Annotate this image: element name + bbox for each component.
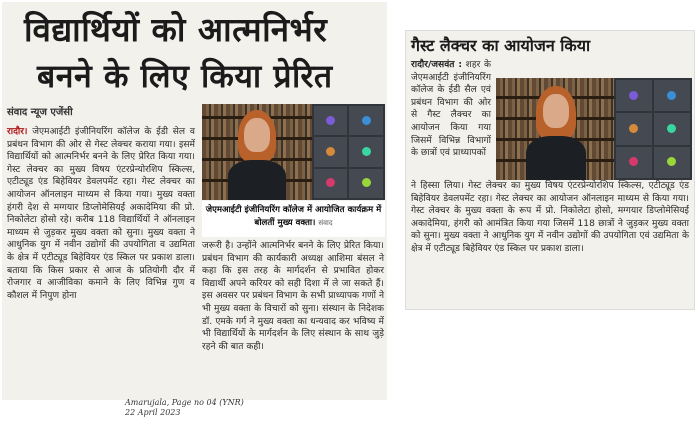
headline-line-1: विद्यार्थियों को आत्मनिर्भर	[24, 10, 328, 49]
video-call-participant-grid	[312, 104, 385, 200]
right-headline: गैस्ट लैक्चर का आयोजन किया	[411, 36, 591, 55]
lecture-screenshot-photo	[202, 104, 385, 200]
agency-byline: संवाद न्यूज एजेंसी	[7, 107, 73, 118]
article-column-2: जरूरी है। उन्होंने आत्मनिर्भर बनने के लिए प्रेरित किया। प्रबंधन विभाग की कार्यकारी अध्यक्ष आशिमा बंसल ने कहा कि इस तरह के मार्गदर्शन से प्रभावित होकर विद्यार्थी अपने करियर को सही दिशा में ले जा सकते हैं। इस अवसर पर प्रबंधन विभाग के सभी प्राध्यापक गणों ने भी मुख्य वक्ता के विचारों को सुना। संस्थान के निदेशक डॉ. एमके गर्ग ने मुख्य वक्ता का धन्यवाद कर भविष्य में भी विद्यार्थियों के मार्गदर्शन के लिए संस्थान के साथ जुड़े रहने की बात कही।	[202, 241, 384, 352]
right-dateline: रादौर/जसवंत :	[411, 60, 462, 70]
speaker-face	[543, 94, 569, 128]
speaker-body	[228, 160, 286, 200]
right-lecture-screenshot-photo	[496, 78, 692, 180]
source-note	[125, 398, 244, 418]
photo-caption	[202, 201, 385, 237]
source-publication: Amarujala, Page no 04 (YNR)	[125, 398, 244, 407]
source-date: 22 April 2023	[125, 408, 181, 417]
photo-caption-tag: संवाद	[318, 218, 333, 227]
headline-line-2: बनने के लिए किया प्रेरित	[37, 57, 333, 95]
speaker-body	[526, 136, 586, 180]
dateline: रादौर।	[7, 127, 28, 137]
video-call-participant-grid	[614, 78, 692, 180]
article-column-1	[7, 126, 195, 302]
right-news-clipping	[405, 30, 695, 310]
speaker-face	[244, 118, 270, 152]
left-news-clipping	[2, 2, 387, 400]
column-1-text: जेएमआईटी इंजीनियरिंग कॉलेज के ईडी सेल व प्रबंधन विभाग की ओर से गेस्ट लेक्चर कराया गया। इसमें विद्यार्थियों को आत्मनिर्भर बनने के लिए प्रेरित किया गया। गेस्ट लेक्चर का मुख्य विषय एंटरप्रेन्योरशिप स्किल्स, एटीट्यूड एंड बिहेवियर डेवलपमेंट रहा। गेस्ट लेक्चर का आयोजन ऑनलाइन माध्यम से किया गया। मुख्य वक्ता हंगरी देश से मग्गयार डिप्लोमेसियई अकादेमिया की प्रो. निकोलेटा होसो रहे। करीब 118 विद्यार्थियों ने ऑनलाइन माध्यम से जुड़कर मुख्य वक्ता को सुना। मुख्य वक्ता ने आधुनिक युग में नवीन उद्योगों की उपयोगिता व उद्यमिता के क्षेत्र में एटीट्यूड बिहेवियर एंड स्किल पर प्रकाश डाला। बताया कि किस प्रकार से आज के प्रतियोगी दौर में रोजगार व आजीविका कमाने के लिए विभिन्न गुण व कौशल में निपुण होना	[7, 127, 195, 301]
photo-caption-text: जेएमआईटी इंजीनियरिंग कॉलेज में आयोजित कार्यक्रम में बोलतीं मुख्य वक्ता।	[205, 205, 382, 228]
right-article-side-text	[411, 59, 491, 160]
right-side-text: शहर के जेएमआईटी इंजीनियरिंग कॉलेज के ईडी सैल एवं प्रबंधन विभाग की ओर से गैस्ट लैक्चर का आयोजन किया गया जिसमें विभिन्न विभागों के छात्रों एवं प्राध्यापकों	[411, 60, 491, 159]
right-article-body: ने हिस्सा लिया। गेस्ट लेक्चर का मुख्य विषय एंटरप्रेन्योरशिप स्किल्स, एटीट्यूड एंड बिहेवियर डेवलपमेंट रहा। गेस्ट लेक्चर का आयोजन ऑनलाइन माध्यम से किया गया। गेस्ट लेक्चर के मुख्य वक्ता के रूप में प्रो. निकोलेटा होसो, मग्गयार डिप्लोमेसियई अकादेमिया, हंगरी को आमंत्रित किया गया जिसमें 118 छात्रों ने जुड़कर मुख्य वक्ता को सुना। मुख्य वक्ता ने आधुनिक युग में नवीन उद्योगों की उपयोगिता एवं उद्यमिता के क्षेत्र में एटीट्यूड बिहेवियर एंड स्किल पर प्रकाश डाला।	[411, 181, 689, 254]
